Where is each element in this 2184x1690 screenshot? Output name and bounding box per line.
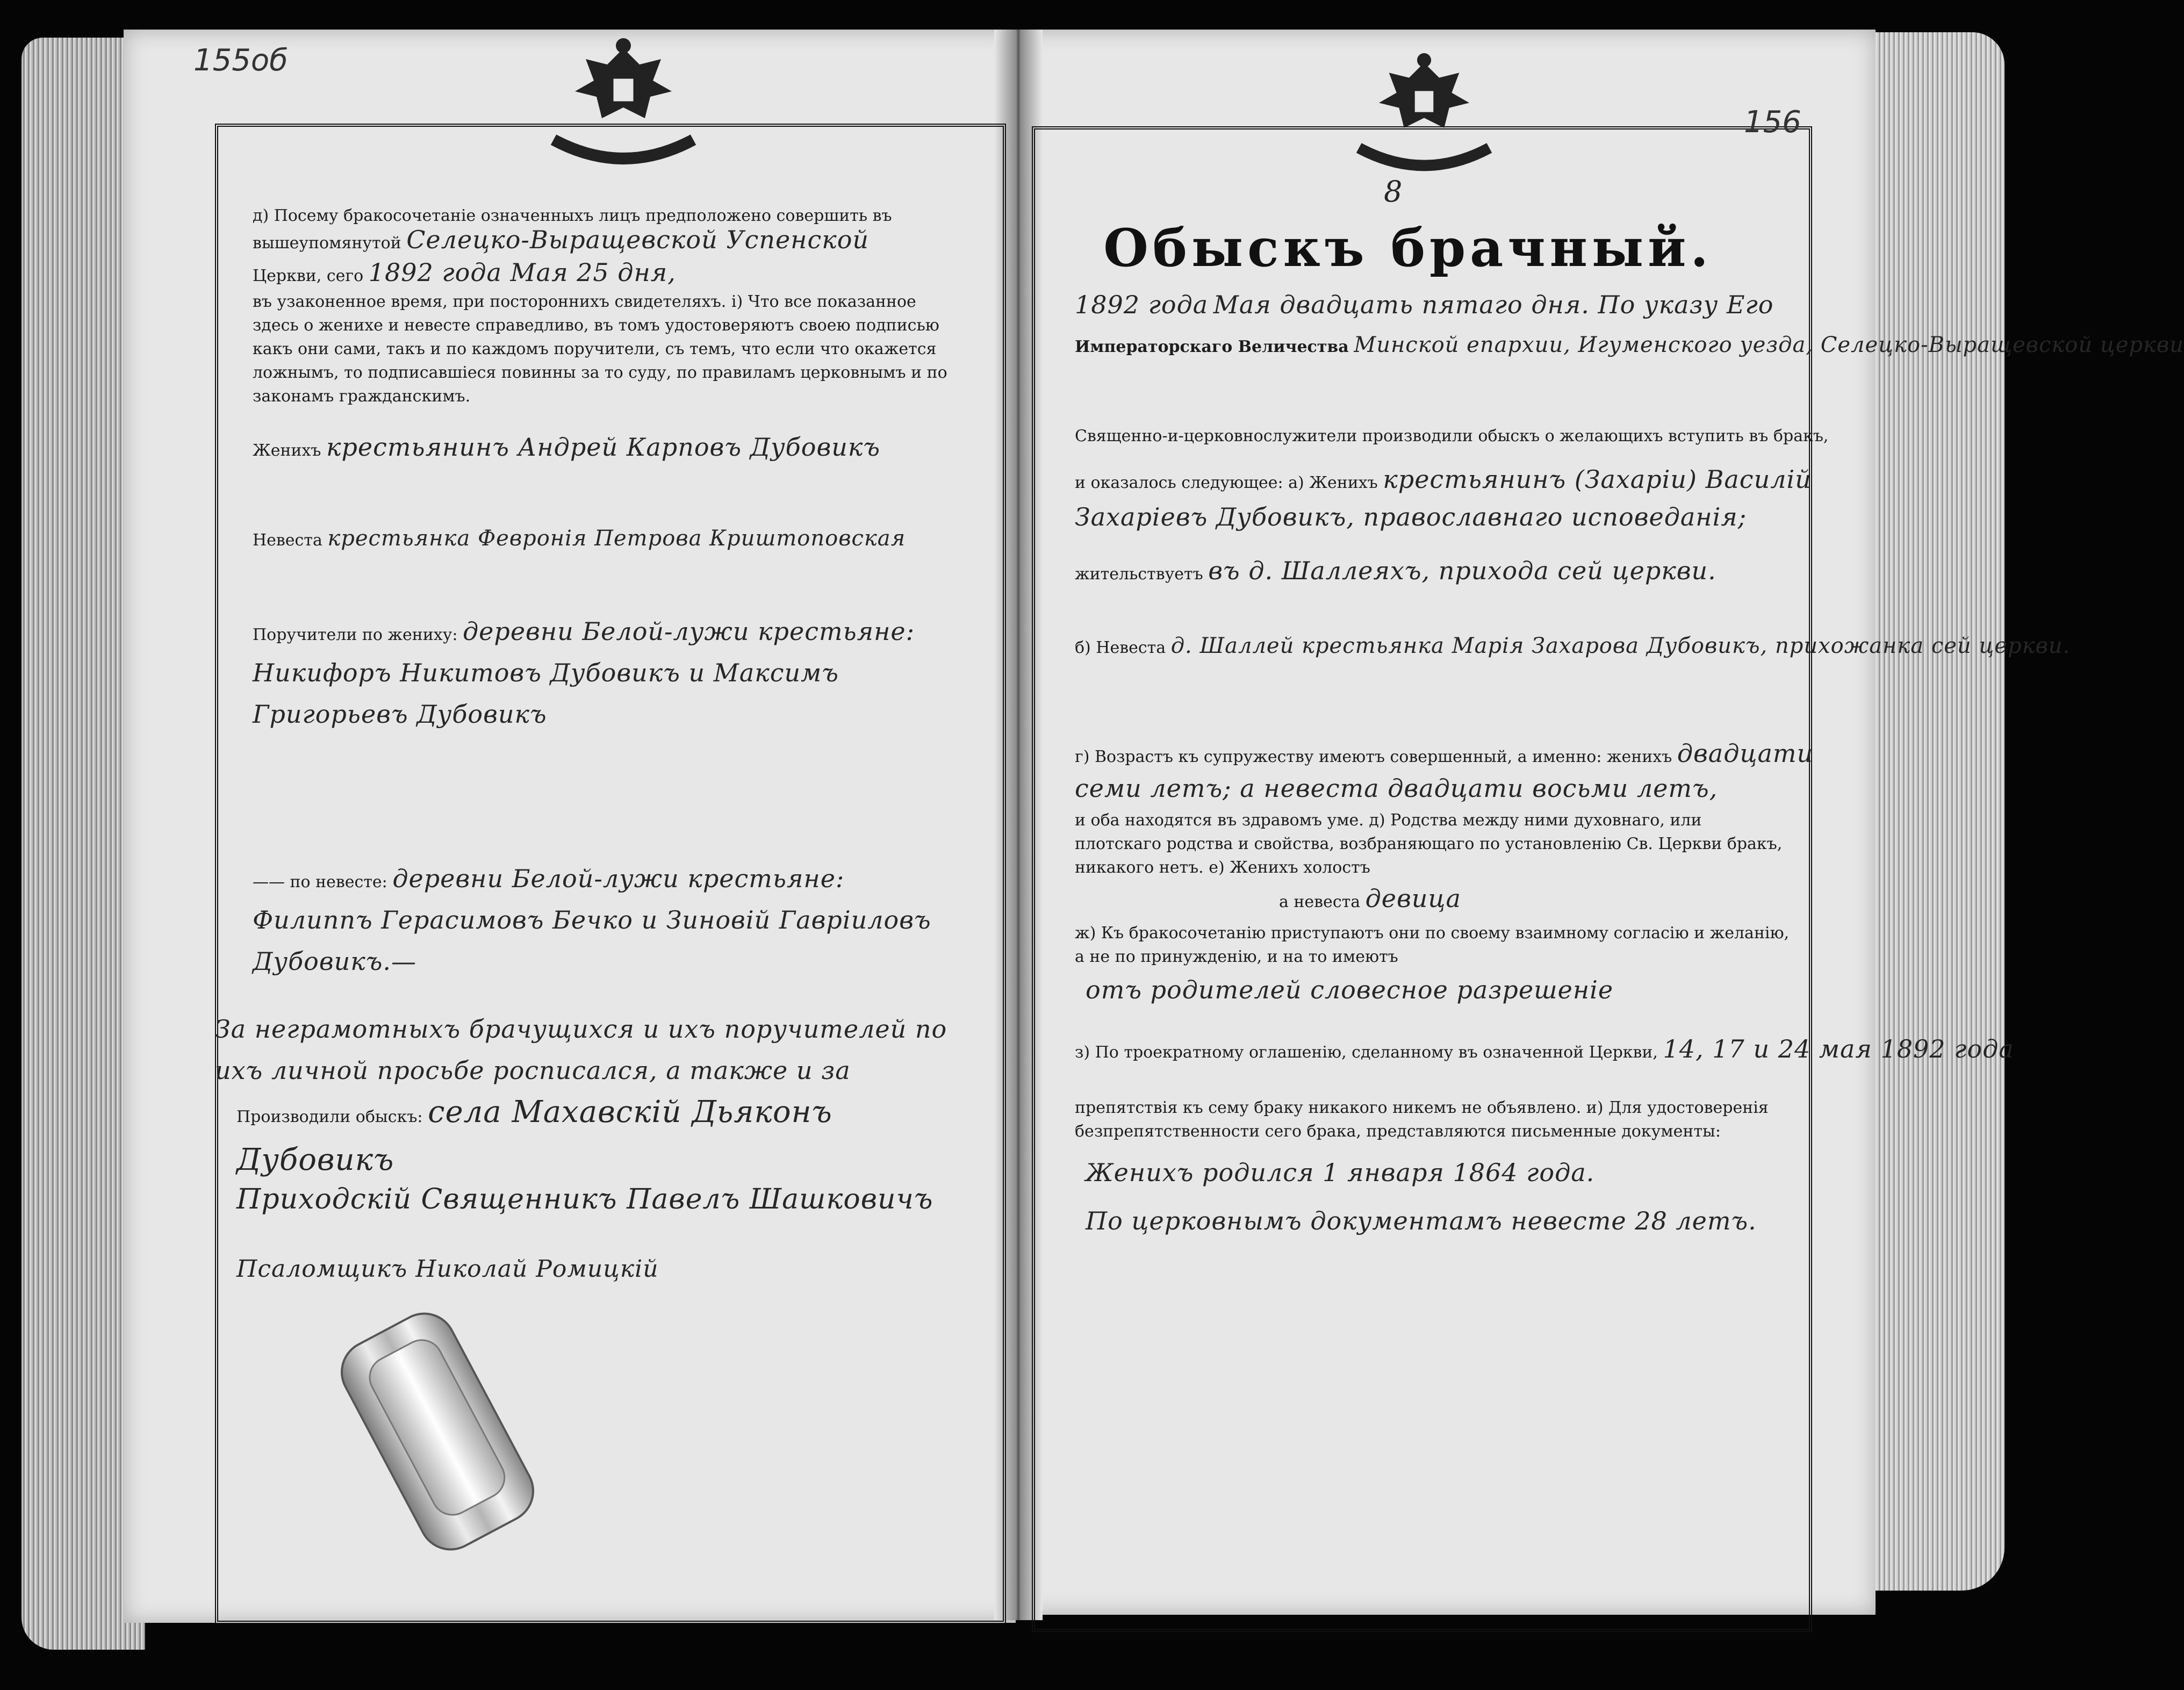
l-line-4: Женихъ крестьянинъ Андрей Карповъ Дубовикъ xyxy=(253,433,880,462)
r-line-13: отъ родителей словесное разрешенiе xyxy=(1086,975,1614,1004)
l-line-7: —— по невесте: деревни Белой-лужи крестьяне: Филиппъ Герасимовъ Бечко и Зиновiй Гаврiиловъ Дубовикъ.— xyxy=(253,864,931,976)
r-line-9: семи летъ; а невеста двадцати восьми летъ, xyxy=(1075,774,1718,803)
r-line-10: и оба находятся въ здравомъ уме. д) Родства между ними духовнаго, или плотскаго родства и свойства, возбраняющаго по установленiю Св. Церкви бракъ, никакого нетъ. е) Женихъ холостъ xyxy=(1075,811,1783,877)
left-crest-emblem xyxy=(543,32,704,172)
r-line-6: жительствуетъ въ д. Шаллеяхъ, прихода сей церкви. xyxy=(1075,556,1716,585)
l-line-10: Приходскiй Священникъ Павелъ Шашковичъ xyxy=(236,1183,933,1216)
right-page-number: 156 xyxy=(1744,105,1801,140)
r-line-2: Императорскаго Величества Минской епархии, Игуменского уезда, Селецко-Выращевской церкви xyxy=(1075,333,2184,357)
page-title: Обыскъ брачный. xyxy=(1103,218,1713,278)
l-line-2: Церкви, сего 1892 года Мая 25 дня, xyxy=(253,258,676,287)
entry-number: 8 xyxy=(1384,175,1403,208)
l-line-6: Поручители по жениху: деревни Белой-лужи крестьяне: Никифоръ Никитовъ Дубовикъ и Максимъ Григорьевъ Дубовикъ xyxy=(253,617,915,729)
l-line-1: д) Посему бракосочетанiе означенныхъ лицъ предположено совершить въ вышеупомянутой Селецко-Выращевской Успенской xyxy=(253,206,892,254)
r-line-17: По церковнымъ документамъ невесте 28 летъ. xyxy=(1086,1206,1757,1235)
r-line-8: г) Возрастъ къ супружеству имеютъ совершенный, а именно: женихъ двадцати xyxy=(1075,739,1814,768)
r-line-11: а невеста девица xyxy=(1279,884,1461,913)
r-line-15: препятствiя къ сему браку никакого никемъ не объявлено. и) Для удостоверенiя безпрепятственности сего брака, представляются письменные документы: xyxy=(1075,1098,1769,1141)
r-line-4: и оказалось следующее: а) Женихъ крестьянинъ (Захарiи) Василiй xyxy=(1075,465,1812,494)
right-crest-emblem xyxy=(1349,46,1499,180)
r-line-5: Захарiевъ Дубовикъ, православнаго исповеданiя; xyxy=(1075,502,1747,531)
r-line-1: 1892 года Мая двадцать пятаго дня. По указу Его xyxy=(1075,290,1774,319)
r-line-14: з) По троекратному оглашенiю, сделанному въ означенной Церкви, 14, 17 и 24 мая 1892 года xyxy=(1075,1034,2014,1063)
r-line-7: б) Невеста д. Шаллей крестьянка Марiя Захарова Дубовикъ, прихожанка сей церкви. xyxy=(1075,634,2071,658)
l-line-9: Производили обыскъ: села Махавскiй Дьяконъ Дубовикъ xyxy=(236,1095,832,1177)
r-line-3: Священно-и-церковнослужители производили обыскъ о желающихъ вступить въ бракъ, xyxy=(1075,427,1829,445)
l-line-11: Псаломщикъ Николай Ромицкiй xyxy=(236,1255,659,1283)
left-page-number: 155об xyxy=(193,43,288,78)
l-line-5: Невеста крестьянка Февронiя Петрова Криштоповская xyxy=(253,526,906,551)
l-line-3: въ узаконенное время, при постороннихъ свидетеляхъ. i) Что все показанное здесь о женихе и невесте справедливо, въ томъ удостоверяютъ своею подписью какъ они сами, такъ и по каждомъ поручители, съ темъ, что если что окажется ложнымъ, то подписавшiеся повинны за то суду, по правиламъ церковнымъ и по законамъ гражданскимъ. xyxy=(253,292,947,406)
l-line-8: За неграмотныхъ брачущихся и ихъ поручителей по ихъ личной просьбе росписался, а также и за xyxy=(215,1015,947,1085)
r-line-16: Женихъ родился 1 января 1864 года. xyxy=(1086,1158,1595,1187)
r-line-12: ж) Къ бракосочетанiю приступаютъ они по своему взаимному согласiю и желанiю, а не по принужденiю, и на то имеютъ xyxy=(1075,924,1790,966)
